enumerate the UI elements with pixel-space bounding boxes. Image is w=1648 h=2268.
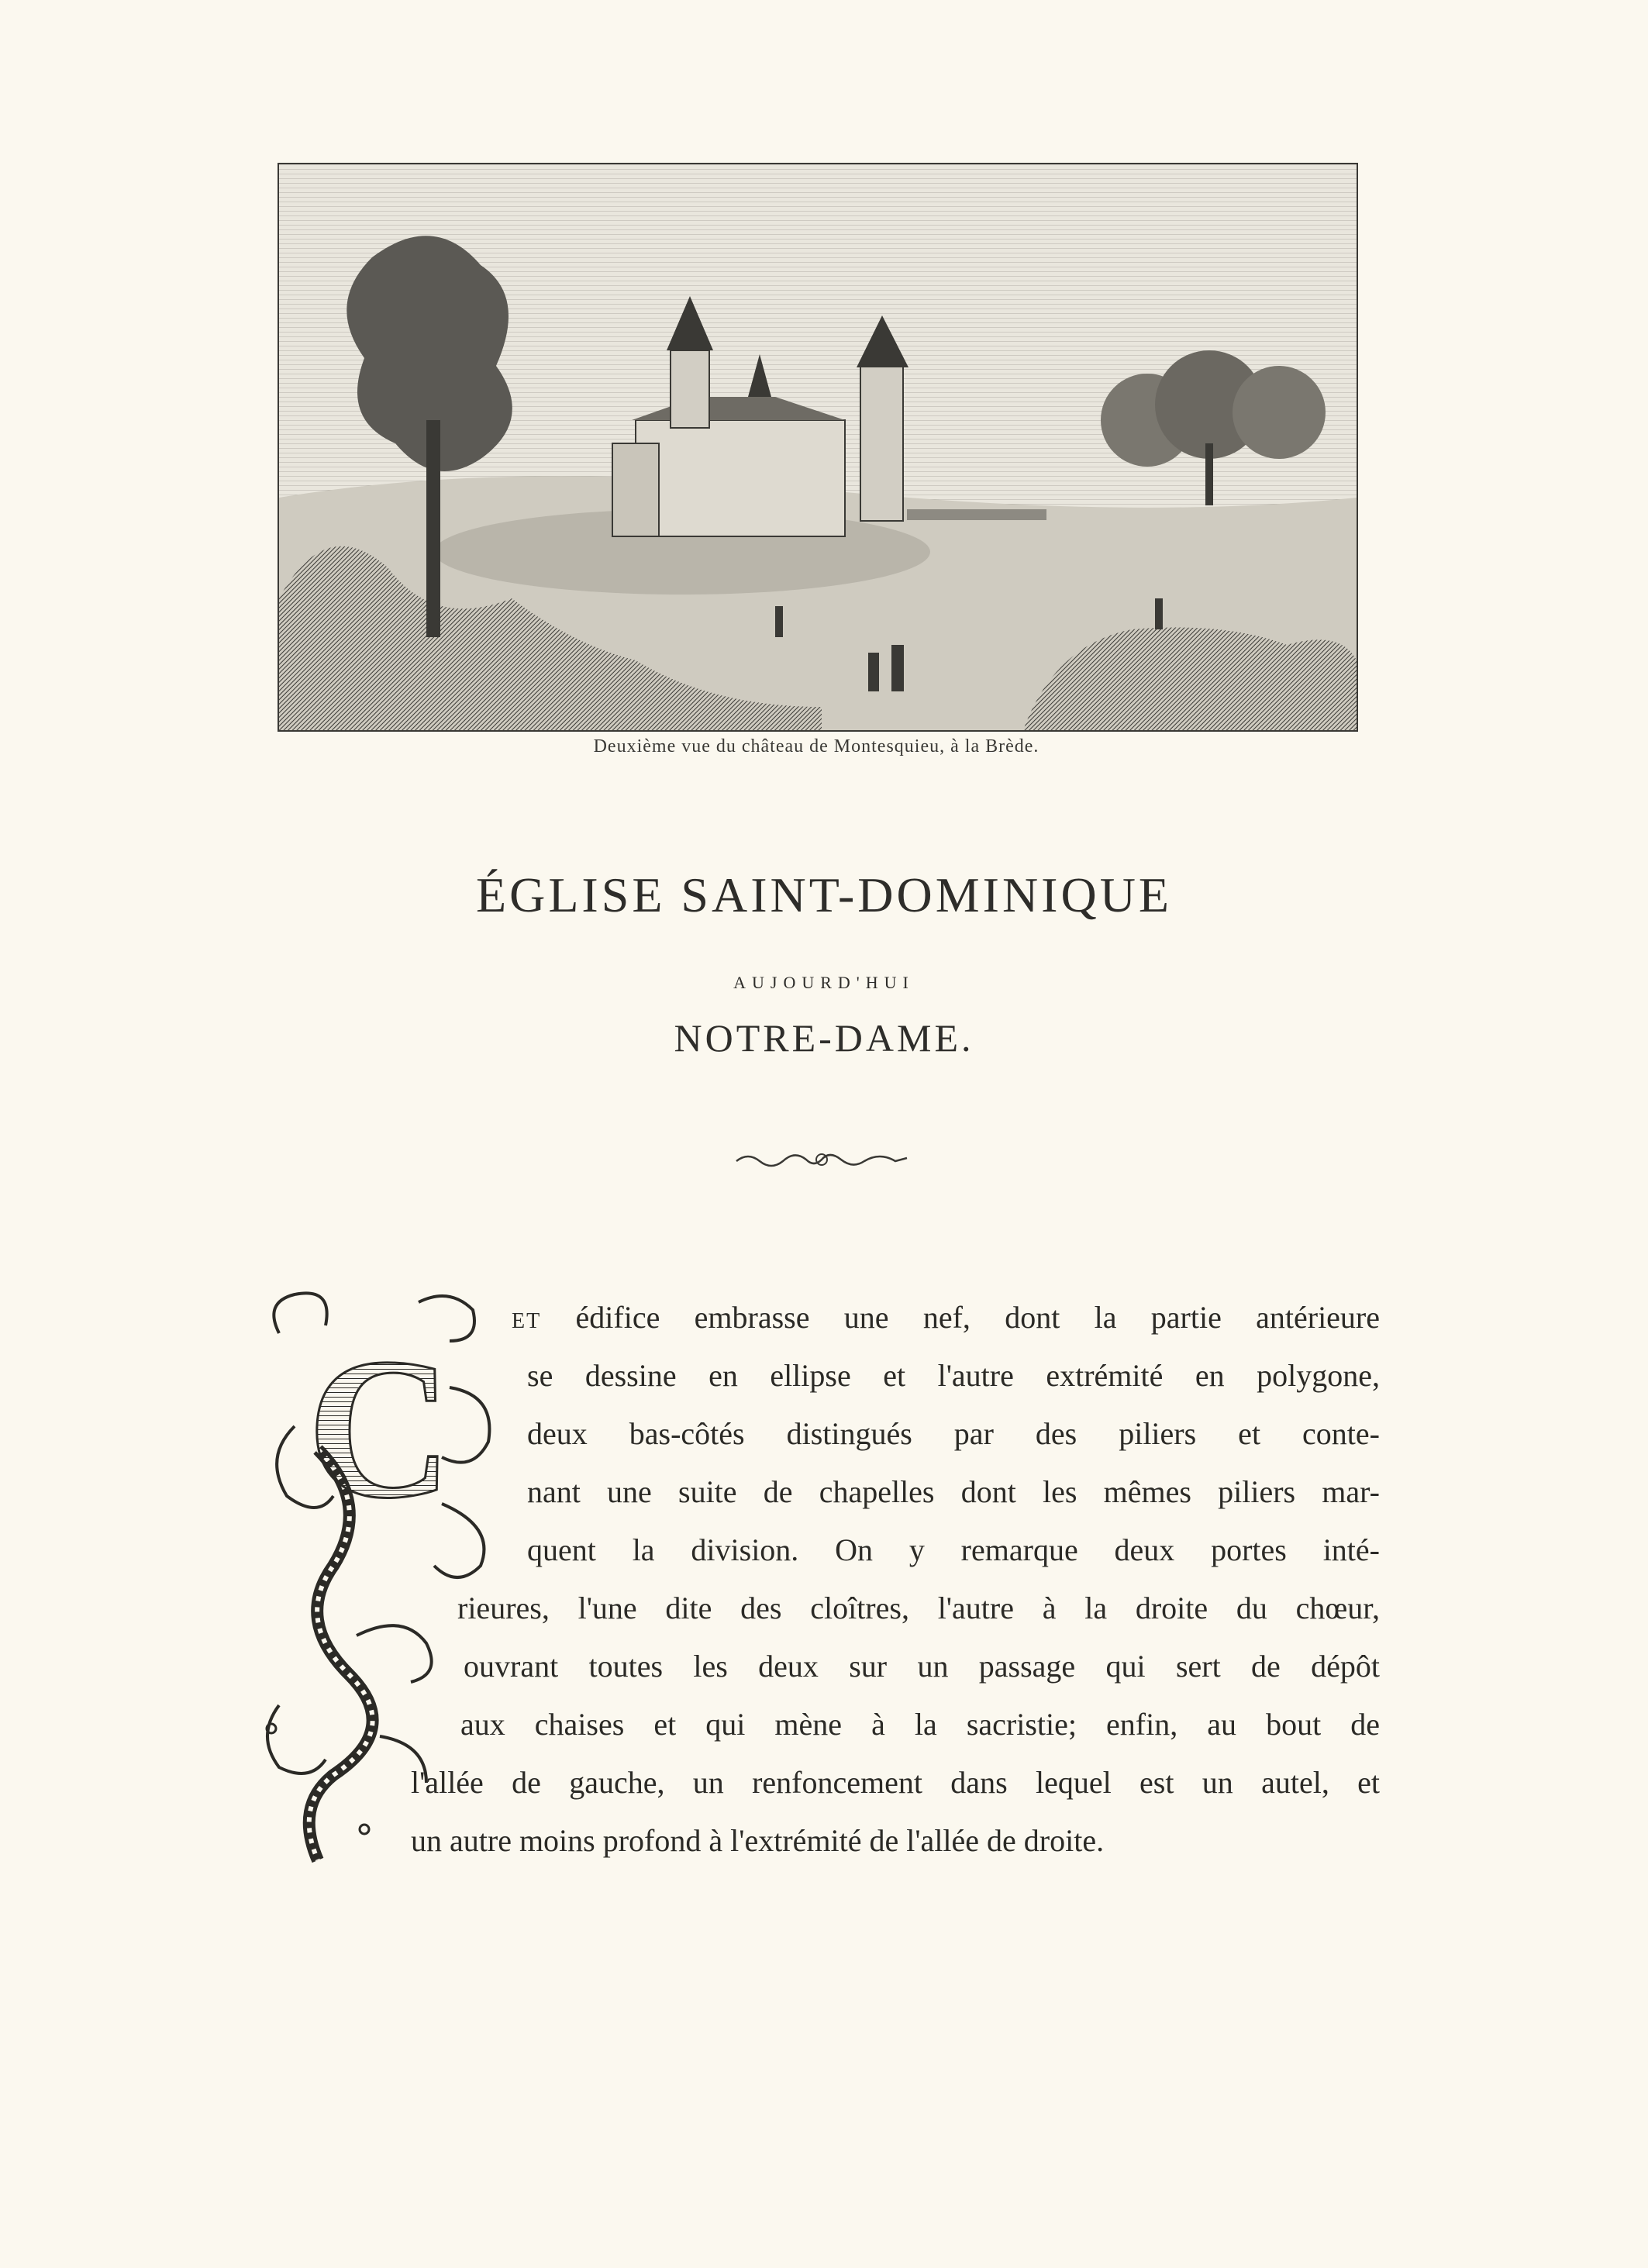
decorative-flourish: [729, 1144, 915, 1175]
text-line: deux bas-côtés distingués par des piliers et conte-: [527, 1416, 1380, 1451]
text-line-content: édifice embrasse une nef, dont la partie antérieure: [575, 1300, 1381, 1335]
initial-letter-glyph: C: [307, 1317, 453, 1540]
page-title: ÉGLISE SAINT-DOMINIQUE: [476, 867, 1172, 922]
engraving-illustration: [278, 163, 1358, 732]
text-line: nant une suite de chapelles dont les mêmes piliers mar-: [527, 1474, 1380, 1509]
text-line: se dessine en ellipse et l'autre extrémité en polygone,: [527, 1358, 1380, 1393]
text-line: un autre moins profond à l'extrémité de l'allée de droite.: [411, 1823, 1105, 1858]
text-line: aux chaises et qui mène à la sacristie; enfin, au bout de: [460, 1707, 1380, 1742]
text-line: rieures, l'une dite des cloîtres, l'autre à la droite du chœur,: [457, 1591, 1380, 1625]
subtitle-notre-dame: NOTRE-DAME.: [674, 1016, 974, 1060]
text-line: l'allée de gauche, un renfoncement dans lequel est un autel, et: [411, 1765, 1380, 1800]
lead-word: et: [512, 1300, 542, 1335]
subtitle-aujourdhui: AUJOURD'HUI: [733, 973, 915, 992]
chateau-landscape-image: [279, 164, 1357, 730]
illustration-caption: Deuxième vue du château de Montesquieu, à la Brède.: [593, 736, 1039, 757]
text-line: ouvrant toutes les deux sur un passage qui sert de dépôt: [464, 1649, 1380, 1684]
text-line: quent la division. On y remarque deux portes inté-: [527, 1532, 1380, 1567]
text-line: [512, 1294, 1380, 1341]
